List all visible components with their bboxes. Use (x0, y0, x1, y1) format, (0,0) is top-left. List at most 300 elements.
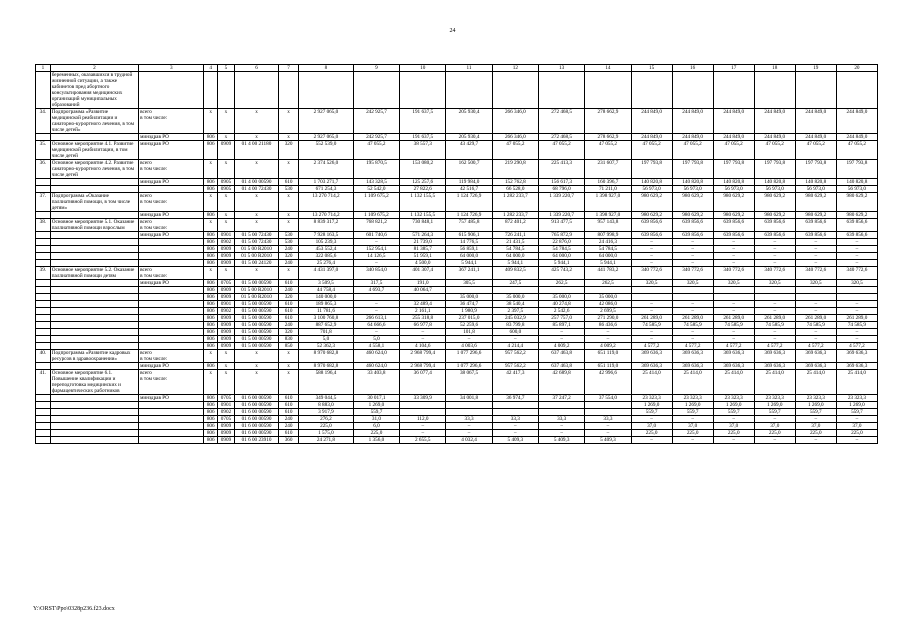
column-number: 16 (672, 65, 713, 72)
table-cell: 4 693,7 (353, 287, 399, 294)
executor: минздрав РО (139, 395, 204, 402)
table-cell (446, 409, 492, 416)
table-cell: 806 (204, 329, 218, 336)
table-cell: 806 (204, 343, 218, 350)
table-cell: – (713, 239, 754, 246)
table-cell: 806 (204, 246, 218, 253)
row-number (36, 402, 51, 409)
table-cell: 601 740,6 (353, 232, 399, 239)
table-cell: 276,2 (299, 416, 354, 423)
table-cell: x (234, 370, 278, 395)
table-cell: 47 055,2 (754, 141, 795, 160)
column-number: 15 (631, 65, 672, 72)
table-cell: 244 849,0 (713, 109, 754, 134)
row-number (36, 315, 51, 322)
table-cell: 320 (279, 294, 299, 301)
table-cell: 320,5 (631, 280, 672, 287)
table-cell: 195 870,5 (353, 160, 399, 179)
table-cell: x (279, 363, 299, 370)
table-cell: 1 339 220,7 (538, 212, 584, 219)
table-cell: 806 (204, 336, 218, 343)
table-cell: – (795, 329, 836, 336)
table-cell: – (353, 329, 399, 336)
table-cell: 140 000,0 (299, 294, 354, 301)
table-cell: 639 856,6 (795, 219, 836, 232)
table-cell: – (585, 430, 631, 437)
table-cell (585, 409, 631, 416)
executor (139, 301, 204, 308)
row-number (36, 423, 51, 430)
table-cell: 4 577,2 (631, 343, 672, 350)
column-number: 9 (353, 65, 399, 72)
program-name (50, 437, 138, 444)
table-cell: 244 849,0 (795, 109, 836, 134)
table-cell: – (836, 253, 877, 260)
table-row (36, 260, 878, 267)
table-cell: 806 (204, 308, 218, 315)
table-cell: 240 (279, 260, 299, 267)
table-cell: 22 876,0 (538, 239, 584, 246)
table-cell: 47 055,2 (631, 141, 672, 160)
table-cell: 651 119,0 (585, 350, 631, 363)
row-number (36, 280, 51, 287)
table-cell: 639 856,6 (672, 219, 713, 232)
table-cell: 4 032,4 (446, 437, 492, 444)
table-cell: – (795, 416, 836, 423)
table-cell: 610 (279, 308, 299, 315)
table-cell: – (672, 329, 713, 336)
table-cell: 3 100 760,8 (299, 315, 354, 322)
table-cell: – (353, 308, 399, 315)
table-cell: 52 259,6 (446, 322, 492, 329)
table-cell: 140 820,8 (795, 179, 836, 186)
table-cell: 42 417,3 (492, 370, 538, 395)
table-cell: 47 055,2 (672, 141, 713, 160)
table-cell: 369 636,3 (754, 363, 795, 370)
table-cell: 806 (204, 437, 218, 444)
budget-table (35, 64, 878, 444)
table-cell: 44 758,4 (299, 287, 354, 294)
table-cell: 980 629,2 (836, 193, 877, 212)
table-cell: – (631, 253, 672, 260)
table-cell: 425 743,2 (538, 267, 584, 280)
table-cell: – (795, 260, 836, 267)
table-cell: 42 996,6 (585, 370, 631, 395)
table-row (36, 141, 878, 160)
table-cell: 340 854,0 (353, 267, 399, 280)
row-number (36, 260, 51, 267)
table-cell: 272 468,5 (538, 109, 584, 134)
table-cell: 588 196,4 (299, 370, 354, 395)
row-number: 37. (36, 193, 51, 212)
table-cell: 4 104,6 (400, 343, 446, 350)
table-cell: 197 793,8 (836, 160, 877, 179)
table-cell (538, 409, 584, 416)
table-cell: 47 055,2 (538, 141, 584, 160)
executor (139, 186, 204, 193)
table-cell: 340 772,6 (754, 267, 795, 280)
table-cell: – (836, 260, 877, 267)
table-cell: 244 849,0 (754, 134, 795, 141)
table-cell: – (795, 253, 836, 260)
program-name (50, 246, 138, 253)
table-cell: 369 636,3 (713, 363, 754, 370)
table-cell: 244 849,0 (672, 134, 713, 141)
table-cell: 14 776,5 (446, 239, 492, 246)
table-cell: 806 (204, 232, 218, 239)
table-row (36, 186, 878, 193)
executor (139, 246, 204, 253)
table-cell: 806 (204, 141, 218, 160)
table-cell: 610 (279, 402, 299, 409)
table-cell: 320 (279, 329, 299, 336)
table-cell: 83 799,8 (492, 322, 538, 329)
program-name (50, 253, 138, 260)
table-cell: 1 077 296,6 (446, 363, 492, 370)
table-cell: – (836, 416, 877, 423)
table-cell: x (234, 109, 278, 134)
table-cell: 401 307,4 (400, 267, 446, 280)
table-cell: 225,0 (672, 430, 713, 437)
table-cell: – (672, 437, 713, 444)
table-cell: 651 119,0 (585, 363, 631, 370)
table-cell: – (795, 308, 836, 315)
table-cell: 74 585,9 (754, 322, 795, 329)
table-cell: 559,7 (631, 409, 672, 416)
table-cell: 0902 (218, 239, 235, 246)
table-cell: 2 397,5 (492, 308, 538, 315)
table-cell (234, 72, 278, 109)
table-cell: 806 (204, 179, 218, 186)
table-cell: 639 856,6 (754, 219, 795, 232)
table-cell: 0909 (218, 315, 235, 322)
table-cell: 64 000,0 (492, 253, 538, 260)
row-number: 36. (36, 160, 51, 179)
table-cell: 34 001,8 (446, 395, 492, 402)
table-cell: – (538, 423, 584, 430)
table-cell: 01 4 00 00590 (234, 179, 278, 186)
table-cell: 01 5 00 72430 (234, 239, 278, 246)
table-cell: 01 6 00 00590 (234, 423, 278, 430)
table-cell: – (754, 301, 795, 308)
table-cell (836, 72, 877, 109)
table-cell: 701,8 (299, 329, 354, 336)
table-cell: x (279, 160, 299, 179)
table-cell: 01 6 00 23910 (234, 437, 278, 444)
table-cell: 1 109 675,2 (353, 212, 399, 219)
table-cell: 0909 (218, 322, 235, 329)
row-number (36, 294, 51, 301)
table-row (36, 437, 878, 444)
table-cell: 5 944,1 (538, 260, 584, 267)
table-cell: 225,0 (795, 430, 836, 437)
table-cell: 559,7 (836, 409, 877, 416)
table-cell: x (234, 134, 278, 141)
table-cell: 887 652,9 (299, 322, 354, 329)
table-cell: 980 629,2 (754, 212, 795, 219)
table-cell: 225 413,3 (538, 160, 584, 179)
table-cell: – (400, 329, 446, 336)
table-cell: 957 562,2 (492, 363, 538, 370)
table-cell: 806 (204, 322, 218, 329)
table-row (36, 294, 878, 301)
table-cell: 66 528,0 (492, 186, 538, 193)
table-cell: 806 (204, 186, 218, 193)
table-cell: 266 346,0 (492, 109, 538, 134)
table-cell: 806 (204, 260, 218, 267)
table-cell: 4 577,2 (754, 343, 795, 350)
row-number: 34. (36, 109, 51, 134)
table-cell: 244 849,0 (836, 134, 877, 141)
table-cell: – (400, 336, 446, 343)
row-number: 38. (36, 219, 51, 232)
table-cell: 5 409,3 (585, 437, 631, 444)
table-cell (631, 294, 672, 301)
table-cell: 56 973,0 (672, 186, 713, 193)
table-cell: 980 629,2 (672, 212, 713, 219)
table-cell: 320,5 (672, 280, 713, 287)
table-cell: 54 784,5 (538, 246, 584, 253)
table-cell: 225,0 (353, 430, 399, 437)
table-cell: 162 500,7 (446, 160, 492, 179)
executor (139, 416, 204, 423)
table-cell: 2 968 799,4 (400, 363, 446, 370)
table-cell: 2 542,6 (538, 308, 584, 315)
table-cell: 1 124 726,9 (446, 193, 492, 212)
row-number (36, 416, 51, 423)
table-cell (400, 294, 446, 301)
table-cell (446, 72, 492, 109)
row-number (36, 343, 51, 350)
row-number (36, 287, 51, 294)
table-cell: x (218, 160, 235, 179)
table-cell: 25 276,4 (299, 260, 354, 267)
table-cell: – (446, 336, 492, 343)
table-cell (299, 72, 354, 109)
table-cell: 271 290,0 (585, 315, 631, 322)
row-number (36, 253, 51, 260)
table-cell: 610 (279, 315, 299, 322)
table-cell: 247,5 (492, 280, 538, 287)
table-cell: 0705 (218, 280, 235, 287)
table-cell: x (218, 370, 235, 395)
table-cell: – (353, 260, 399, 267)
table-row (36, 402, 878, 409)
table-row (36, 322, 878, 329)
executor: всего в том числе: (139, 370, 204, 395)
table-cell: 42 516,7 (446, 186, 492, 193)
executor: всего в том числе: (139, 267, 204, 280)
table-cell: 37 247,2 (538, 395, 584, 402)
table-cell: 639 856,6 (713, 232, 754, 239)
table-cell (585, 402, 631, 409)
table-cell: 240 (279, 423, 299, 430)
table-cell: 600,0 (492, 329, 538, 336)
table-cell: 2 161,1 (400, 308, 446, 315)
program-name (50, 430, 138, 437)
row-number (36, 363, 51, 370)
table-cell: 64 000,0 (538, 253, 584, 260)
table-cell: – (836, 246, 877, 253)
table-cell: 205 930,4 (446, 134, 492, 141)
table-cell: 119 984,0 (446, 179, 492, 186)
table-cell: 43 429,7 (446, 141, 492, 160)
table-cell: 0909 (218, 423, 235, 430)
executor (139, 308, 204, 315)
table-cell: 639 856,6 (672, 232, 713, 239)
table-cell: 47 055,2 (836, 141, 877, 160)
table-cell: 340 772,6 (795, 267, 836, 280)
table-cell: 1 703 271,7 (299, 179, 354, 186)
table-row (36, 253, 878, 260)
table-cell: 2 374 526,0 (299, 160, 354, 179)
table-cell: 261 289,0 (672, 315, 713, 322)
row-number: 39. (36, 267, 51, 280)
table-cell: 671 254,3 (299, 186, 354, 193)
table-cell: 8 970 682,8 (299, 363, 354, 370)
table-cell: 5 944,1 (492, 260, 538, 267)
table-cell: – (672, 308, 713, 315)
table-row (36, 212, 878, 219)
table-cell: 980 629,2 (795, 193, 836, 212)
table-row (36, 416, 878, 423)
table-cell: 0909 (218, 253, 235, 260)
table-cell: 56 973,0 (754, 186, 795, 193)
table-row (36, 287, 878, 294)
table-cell: 25 414,0 (672, 370, 713, 395)
column-number: 12 (492, 65, 538, 72)
table-cell: – (353, 301, 399, 308)
table-cell: – (631, 308, 672, 315)
table-cell: 01 5 00 00590 (234, 322, 278, 329)
row-number: 35. (36, 141, 51, 160)
table-cell: – (672, 246, 713, 253)
table-cell: 806 (204, 280, 218, 287)
table-cell: 140 820,8 (631, 179, 672, 186)
table-cell: 35 000,0 (538, 294, 584, 301)
executor (139, 294, 204, 301)
program-name (50, 363, 138, 370)
table-cell: 980 629,2 (795, 212, 836, 219)
table-cell: 4 500,0 (400, 260, 446, 267)
table-cell (204, 72, 218, 109)
table-cell: 85 897,1 (538, 322, 584, 329)
program-name (50, 186, 138, 193)
table-cell: 01 4 00 72430 (234, 186, 278, 193)
table-cell: 8 839 317,2 (299, 219, 354, 232)
table-cell: 571 264,3 (400, 232, 446, 239)
table-cell: 23 323,3 (795, 395, 836, 402)
table-cell: x (218, 134, 235, 141)
table-cell: 225,0 (836, 430, 877, 437)
table-cell: – (585, 336, 631, 343)
table-cell: 0909 (218, 430, 235, 437)
table-cell: 1 575,0 (299, 430, 354, 437)
executor: всего в том числе: (139, 160, 204, 179)
column-number: 18 (754, 65, 795, 72)
table-cell: 31,0 (353, 416, 399, 423)
table-cell: 0909 (218, 329, 235, 336)
table-cell: 38 557,3 (400, 141, 446, 160)
table-cell: 369 636,3 (631, 363, 672, 370)
table-cell: 01 5 00 00590 (234, 308, 278, 315)
table-cell: – (713, 308, 754, 315)
table-cell (218, 72, 235, 109)
table-cell: 33,3 (446, 416, 492, 423)
table-cell: 24 416,3 (585, 239, 631, 246)
table-cell: 806 (204, 409, 218, 416)
table-cell: x (204, 109, 218, 134)
table-cell: 460 624,0 (353, 350, 399, 363)
table-cell: x (218, 363, 235, 370)
program-name (50, 336, 138, 343)
table-cell: 320,5 (713, 280, 754, 287)
table-cell: 610 (279, 409, 299, 416)
table-cell: 37,0 (672, 423, 713, 430)
table-cell: 340 772,6 (836, 267, 877, 280)
table-cell: 01 6 00 00590 (234, 416, 278, 423)
table-cell: 453 552,4 (299, 246, 354, 253)
table-cell: 5 409,3 (538, 437, 584, 444)
program-name (50, 260, 138, 267)
table-cell (795, 72, 836, 109)
table-cell: 37,0 (713, 423, 754, 430)
table-cell: – (400, 423, 446, 430)
table-cell: 30 017,1 (353, 395, 399, 402)
executor: всего в том числе: (139, 350, 204, 363)
table-cell: 33 403,8 (353, 370, 399, 395)
program-name (50, 287, 138, 294)
table-cell: 56 973,0 (713, 186, 754, 193)
table-cell: 189 865,3 (299, 301, 354, 308)
executor: минздрав РО (139, 280, 204, 287)
table-cell: 5,0 (353, 336, 399, 343)
table-cell: – (631, 336, 672, 343)
row-number (36, 437, 51, 444)
table-cell (492, 402, 538, 409)
row-number (36, 232, 51, 239)
table-cell: – (585, 423, 631, 430)
table-cell: 51 959,1 (400, 253, 446, 260)
table-cell: 8 883,0 (299, 402, 354, 409)
table-cell: 242 925,7 (353, 134, 399, 141)
table-cell: 0909 (218, 437, 235, 444)
table-row (36, 308, 878, 315)
table-cell: – (754, 308, 795, 315)
table-cell: 156 617,3 (538, 179, 584, 186)
table-row (36, 301, 878, 308)
table-cell: 0909 (218, 287, 235, 294)
table-cell: 74 585,9 (672, 322, 713, 329)
table-cell (585, 72, 631, 109)
table-row (36, 219, 878, 232)
column-number: 19 (795, 65, 836, 72)
table-cell: 4 009,2 (538, 343, 584, 350)
table-cell: x (218, 212, 235, 219)
table-cell: 37,0 (631, 423, 672, 430)
table-cell: 40 274,8 (538, 301, 584, 308)
table-row (36, 370, 878, 395)
program-name (50, 423, 138, 430)
table-cell: – (672, 260, 713, 267)
table-cell: 0705 (218, 416, 235, 423)
table-cell: 980 629,2 (631, 193, 672, 212)
table-cell: 1 269,0 (836, 402, 877, 409)
table-cell (353, 72, 399, 109)
table-cell: 261 289,0 (713, 315, 754, 322)
table-cell: 559,7 (754, 409, 795, 416)
table-cell: 01 5 00 00590 (234, 301, 278, 308)
